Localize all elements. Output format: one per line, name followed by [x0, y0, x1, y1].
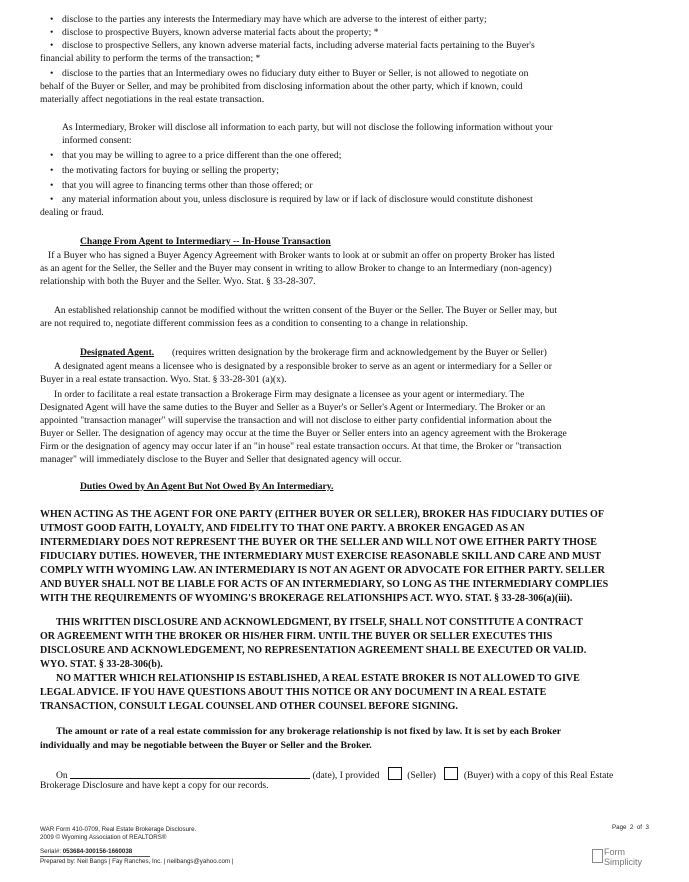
paragraph-line: are not required to, negotiate different commission fees as a condition to consenting to a change in relationship.	[40, 318, 468, 329]
paragraph-line: If a Buyer who has signed a Buyer Agency Agreement with Broker wants to look at or submit an offer on property Broker has listed	[48, 250, 555, 261]
caps-line: COMPLY WITH WYOMING LAW. AN INTERMEDIARY IS NOT AN AGENT OR ADVOCATE FOR EITHER PARTY. SELLER	[40, 565, 605, 576]
paragraph-line: Buyer or Seller. The designation of agency may occur at the time the Buyer or Seller enters into an agency agreement with the Brokerage	[40, 428, 567, 439]
paragraph-line: In order to facilitate a real estate transaction a Brokerage Firm may designate a licensee as your agent or intermediary. The	[54, 389, 525, 400]
caps-line: AND BUYER SHALL NOT BE LIABLE FOR ACTS OF AN INTERMEDIARY, SO LONG AS THE INTERMEDIARY COMPLIES	[40, 579, 609, 590]
caps-line: WYO. STAT. § 33-28-306(b).	[40, 659, 163, 670]
caps-line: FIDUCIARY DUTIES. HOWEVER, THE INTERMEDIARY MUST EXERCISE REASONABLE SKILL AND CARE AND MUST	[40, 551, 602, 562]
document-icon	[592, 849, 603, 863]
bullet-item: • disclose to the parties any interests the Intermediary may have which are adverse to the interest of either party;	[50, 14, 487, 25]
paragraph-line: Designated Agent will have the same duties to the Buyer and Seller as a Buyer's or Seller's Agent or Intermediary. The Broker or an	[40, 402, 546, 413]
seller-label: (Seller)	[407, 770, 437, 781]
bullet-item: • that you will agree to financing terms other than those offered; or	[50, 180, 313, 191]
caps-line: NO MATTER WHICH RELATIONSHIP IS ESTABLISHED, A REAL ESTATE BROKER IS NOT ALLOWED TO GIVE	[56, 673, 580, 684]
caps-line: LEGAL ADVICE. IF YOU HAVE QUESTIONS ABOUT THIS NOTICE OR ANY DOCUMENT IN A REAL ESTATE	[40, 687, 547, 698]
acknowledgement-line-2: Brokerage Disclosure and have kept a copy for our records.	[40, 780, 269, 791]
paragraph-line: Buyer in a real estate transaction. Wyo. Stat. § 33-28-301 (a)(x).	[40, 374, 287, 385]
commission-line: The amount or rate of a real estate commission for any brokerage relationship is not fixed by law. It is set by each Broker	[56, 726, 562, 737]
paragraph-line: manager" will immediately disclose to the Buyer and Seller that designated agency will occur.	[40, 454, 402, 465]
date-field[interactable]	[70, 768, 310, 779]
bullet-continuation: materially affect negotiations in the real estate transaction.	[40, 94, 265, 105]
bullet-item: • that you may be willing to agree to a price different than the one offered;	[50, 150, 342, 161]
bullet-item: • disclose to prospective Buyers, known adverse material facts about the property; *	[50, 27, 379, 38]
paragraph-line: Firm or the designation of agency may occur later if an "in house" real estate transaction occurs. At that time, the Broker or "transaction	[40, 441, 562, 452]
footer-divider	[40, 856, 150, 857]
caps-line: WITH THE REQUIREMENTS OF WYOMING'S BROKERAGE RELATIONSHIPS ACT. WYO. STAT. § 33-28-306(a)(iii).	[40, 593, 573, 604]
seller-checkbox[interactable]	[388, 767, 402, 780]
caps-line: OR AGREEMENT WITH THE BROKER OR HIS/HER FIRM. UNTIL THE BUYER OR SELLER EXECUTES THIS	[40, 631, 553, 642]
copyright: 2009 © Wyoming Association of REALTORS®	[40, 834, 167, 841]
form-simplicity-logo: Form Simplicity	[592, 845, 662, 871]
caps-line: TRANSACTION, CONSULT LEGAL COUNSEL AND OTHER COUNSEL BEFORE SIGNING.	[40, 701, 458, 712]
bullet-continuation: behalf of the Buyer or Seller, and may be prohibited from disclosing information about the other party, which if known, could	[40, 81, 523, 92]
designated-heading: Designated Agent.	[80, 347, 155, 358]
intermediary-intro: As Intermediary, Broker will disclose all information to each party, but will not disclose the following information without your	[62, 122, 553, 133]
caps-line: WHEN ACTING AS THE AGENT FOR ONE PARTY (EITHER BUYER OR SELLER), BROKER HAS FIDUCIARY DUTIES OF	[40, 509, 604, 520]
buyer-checkbox[interactable]	[444, 767, 458, 780]
caps-line: DISCLOSURE AND ACKNOWLEDGEMENT, NO REPRESENTATION AGREEMENT SHALL BE EXECUTED OR VALID.	[40, 645, 587, 656]
paragraph-line: An established relationship cannot be modified without the written consent of the Buyer or the Seller. The Buyer or Seller may, but	[54, 305, 558, 316]
designated-note: (requires written designation by the brokerage firm and acknowledgement by the Buyer or Seller)	[172, 347, 547, 358]
paragraph-line: relationship with both the Buyer and the Seller. Wyo. Stat. § 33-28-307.	[40, 276, 316, 287]
date-text: (date), I provided	[312, 770, 380, 781]
page-indicator: Page 2 of 3	[612, 824, 649, 831]
caps-line: INTERMEDIARY DOES NOT REPRESENT THE BUYER OR THE SELLER AND WILL NOT OWE EITHER PARTY THOSE	[40, 537, 597, 548]
duties-heading: Duties Owed by An Agent But Not Owed By An Intermediary.	[80, 481, 334, 492]
bullet-item: • disclose to prospective Sellers, any known adverse material facts, including adverse material facts pertaining to the Buyer's	[50, 40, 535, 51]
change-heading: Change From Agent to Intermediary -- In-House Transaction	[80, 236, 331, 247]
paragraph-line: as an agent for the Seller, the Seller and the Buyer may consent in writing to allow Broker to change to an Intermediary (non-agency)	[40, 263, 552, 274]
paragraph-line: appointed "transaction manager" will supervise the transaction and will not disclose to either party confidential information about the	[40, 415, 552, 426]
commission-line: individually and may be negotiable between the Buyer or Seller and the Broker.	[40, 740, 372, 751]
caps-line: THIS WRITTEN DISCLOSURE AND ACKNOWLEDGMENT, BY ITSELF, SHALL NOT CONSTITUTE A CONTRACT	[56, 617, 583, 628]
bullet-continuation: financial ability to perform the terms of the transaction; *	[40, 53, 261, 64]
bullet-item: • the motivating factors for buying or selling the property;	[50, 165, 279, 176]
bullet-continuation: dealing or fraud.	[40, 207, 104, 218]
paragraph-line: A designated agent means a licensee who is designated by a responsible broker to serve as an agent or intermediary for a Seller or	[54, 361, 552, 372]
bullet-item: • disclose to the parties that an Intermediary owes no fiduciary duty either to Buyer or Seller, is not allowed to negotiate on	[50, 68, 529, 79]
serial-number: Serial#: 053684-300156-1660038	[40, 848, 133, 855]
on-label: On	[56, 770, 68, 781]
caps-line: UTMOST GOOD FAITH, LOYALTY, AND FIDELITY TO THAT ONE PARTY. A BROKER ENGAGED AS AN	[40, 523, 525, 534]
bullet-item: • any material information about you, unless disclosure is required by law or if lack of disclosure would constitute dishonest	[50, 194, 533, 205]
buyer-text: (Buyer) with a copy of this Real Estate	[463, 770, 614, 781]
form-id: WAR Form 410-0709, Real Estate Brokerage Disclosure.	[40, 826, 197, 833]
prepared-by: Prepared by: Neil Bangs | Fay Ranches, Inc. | neilbangs@yahoo.com |	[40, 858, 234, 865]
intermediary-intro-cont: informed consent:	[62, 135, 132, 146]
